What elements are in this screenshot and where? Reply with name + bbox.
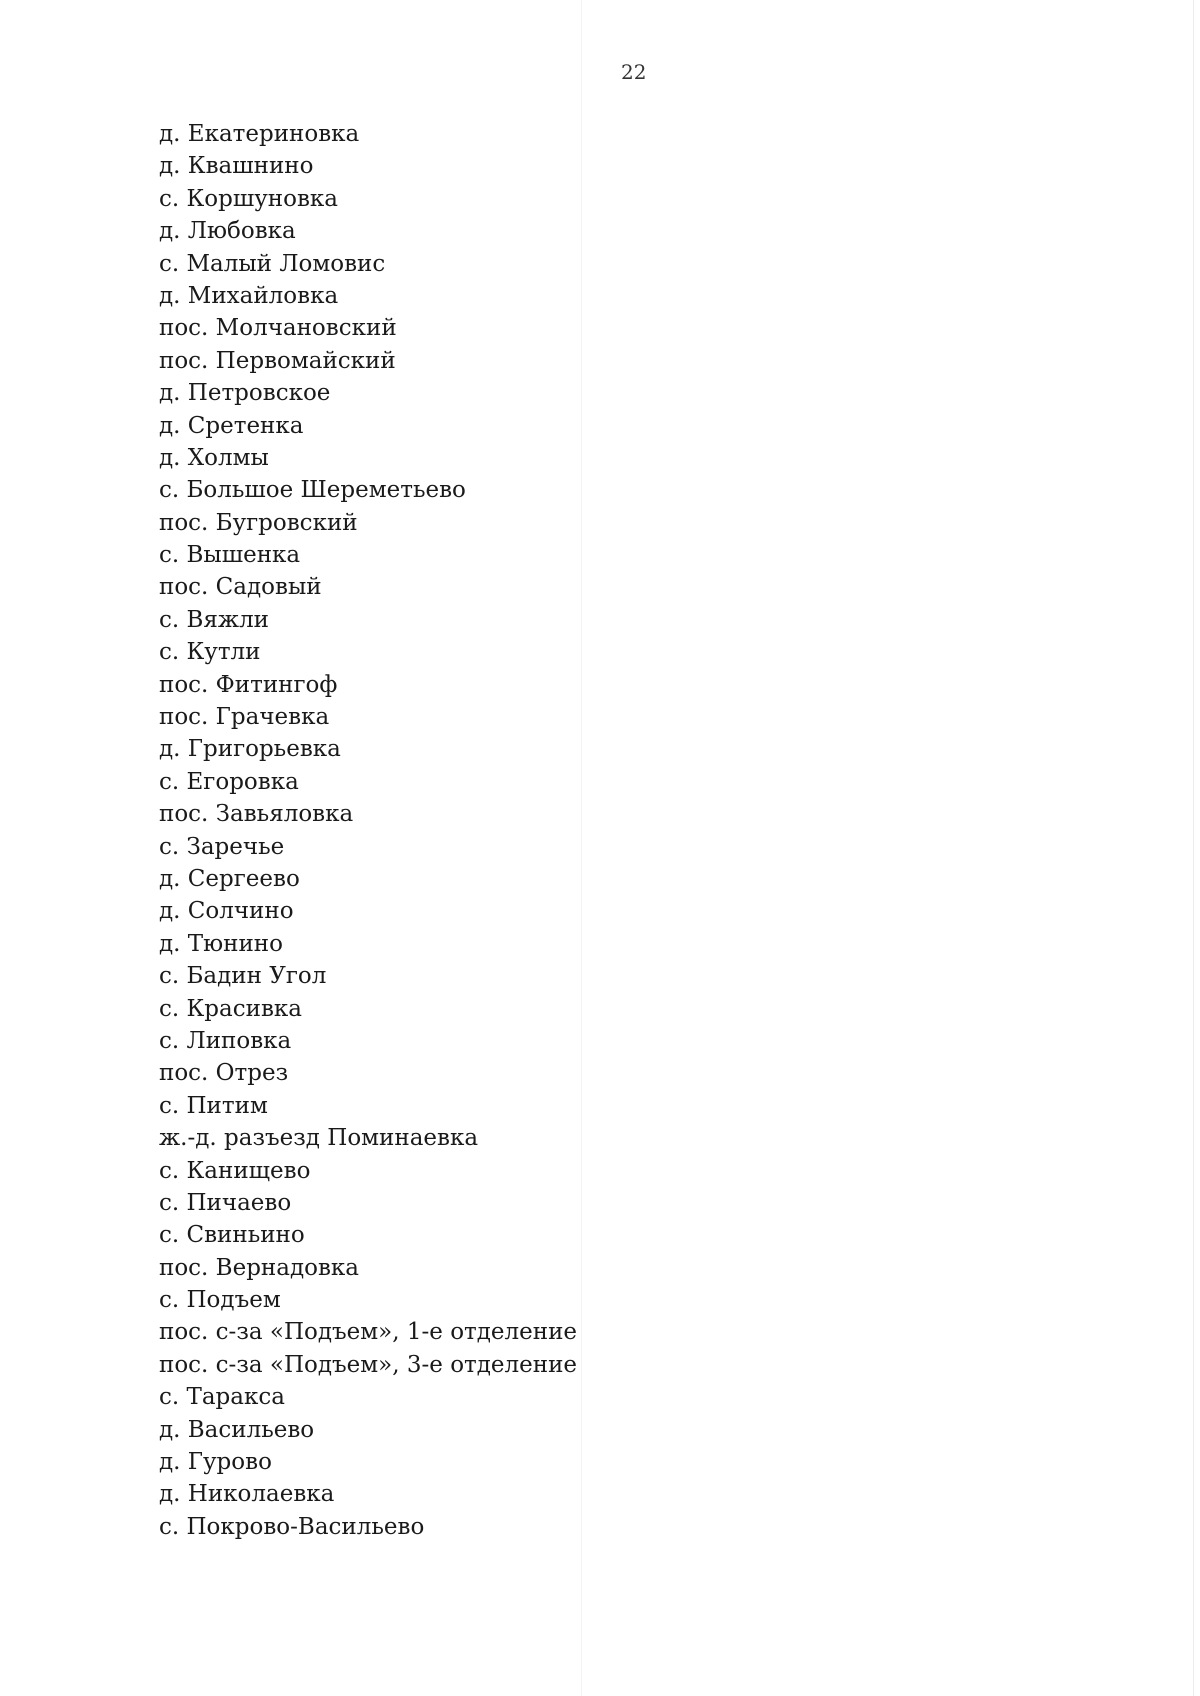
settlement-item: д. Петровское xyxy=(159,380,331,407)
settlement-item: с. Покрово-Васильево xyxy=(159,1513,425,1540)
settlement-item: д. Васильево xyxy=(159,1416,315,1443)
settlement-item: с. Егоровка xyxy=(159,768,299,795)
settlement-item: пос. Садовый xyxy=(159,574,322,601)
settlement-item: с. Коршуновка xyxy=(159,185,339,212)
settlement-item: пос. Отрез xyxy=(159,1060,289,1087)
settlement-item: ж.-д. разъезд Поминаевка xyxy=(159,1125,479,1152)
scan-fold-line xyxy=(581,0,582,1696)
settlement-item: д. Квашнино xyxy=(159,153,314,180)
settlement-item: с. Большое Шереметьево xyxy=(159,477,466,504)
settlement-item: д. Солчино xyxy=(159,898,294,925)
settlement-item: с. Вяжли xyxy=(159,606,270,633)
settlement-item: пос. Грачевка xyxy=(159,704,330,731)
settlement-item: с. Бадин Угол xyxy=(159,963,327,990)
scan-edge-line xyxy=(1193,0,1194,1696)
settlement-item: с. Красивка xyxy=(159,995,302,1022)
settlement-item: с. Таракса xyxy=(159,1384,285,1411)
settlement-item: д. Тюнино xyxy=(159,930,283,957)
settlement-item: д. Любовка xyxy=(159,218,296,245)
settlement-item: с. Канищево xyxy=(159,1157,311,1184)
settlement-item: пос. Завьяловка xyxy=(159,801,354,828)
settlement-item: пос. Бугровский xyxy=(159,509,358,536)
settlement-item: д. Екатериновка xyxy=(159,121,360,147)
settlement-item: д. Михайловка xyxy=(159,282,339,309)
settlement-item: с. Малый Ломовис xyxy=(159,250,386,277)
page-number: 22 xyxy=(621,60,647,84)
settlement-item: с. Вышенка xyxy=(159,542,301,569)
settlement-item: пос. Молчановский xyxy=(159,315,397,342)
settlement-item: пос. с-за «Подъем», 3-е отделение xyxy=(159,1351,578,1378)
settlement-item: пос. Вернадовка xyxy=(159,1254,360,1281)
settlement-item: пос. с-за «Подъем», 1-е отделение xyxy=(159,1319,578,1346)
settlement-item: с. Заречье xyxy=(159,833,285,860)
settlement-item: д. Гурово xyxy=(159,1449,272,1476)
settlement-item: с. Питим xyxy=(159,1092,268,1119)
settlement-item: д. Холмы xyxy=(159,444,269,471)
settlement-item: д. Григорьевка xyxy=(159,736,341,763)
settlement-item: с. Кутли xyxy=(159,639,261,666)
settlement-item: с. Липовка xyxy=(159,1027,292,1054)
settlement-list xyxy=(159,118,577,1543)
settlement-item: д. Сергеево xyxy=(159,865,300,892)
settlement-item: с. Свиньино xyxy=(159,1222,305,1249)
settlement-item: с. Подъем xyxy=(159,1287,281,1314)
settlement-item: пос. Фитингоф xyxy=(159,671,338,698)
settlement-item: д. Сретенка xyxy=(159,412,304,439)
settlement-item: пос. Первомайский xyxy=(159,347,396,374)
settlement-item: с. Пичаево xyxy=(159,1189,292,1216)
settlement-item: д. Николаевка xyxy=(159,1481,335,1508)
